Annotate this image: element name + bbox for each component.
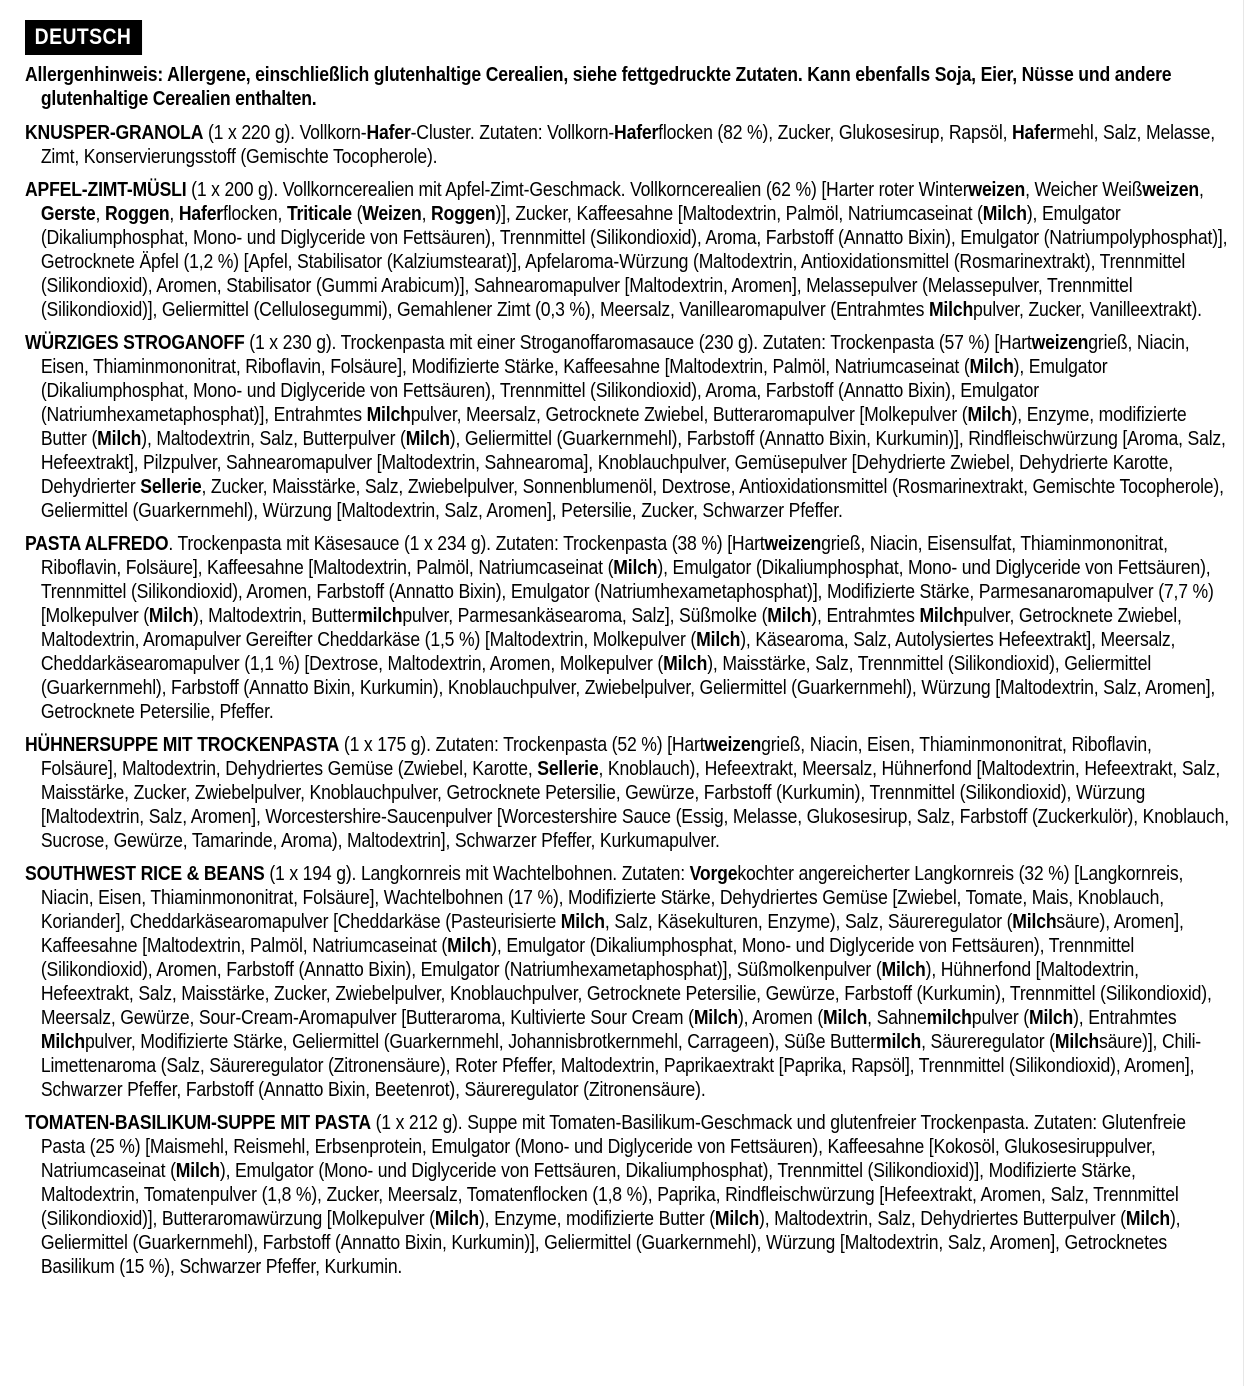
label-fold-line <box>1243 0 1244 1386</box>
product-ingredients: (1 x 230 g). Trockenpasta mit einer Stroganoffaromasauce (230 g). Zutaten: Trockenpasta (57 %) [Hartweizengrieß, Niacin, Eisen, Thiaminmononitrat, Riboflavin, Folsäure], Modifizierte Stärke, Kaffeesahne [Maltodextrin, Palmöl, Natriumcaseinat (Milch), Emulgator (Dikaliumphosphat, Mono- und Diglyceride von Fettsäuren), Trennmittel (Silikondioxid), Aroma, Farbstoff (Annatto Bixin), Emulgator (Natriumhexametaphosphat)], Entrahmtes Milchpulver, Meersalz, Getrocknete Zwiebel, Butteraromapulver [Molkepulver (Milch), Enzyme, modifizierte Butter (Milch), Maltodextrin, Salz, Butterpulver (Milch), Geliermittel (Guarkernmehl), Farbstoff (Annatto Bixin, Kurkumin)], Rindfleischwürzung [Aroma, Salz, Hefeextrakt], Pilzpulver, Sahnearomapulver [Maltodextrin, Sahnearoma], Knoblauchpulver, Gemüsepulver [Dehydrierte Zwiebel, Dehydrierte Karotte, Dehydrierter Sellerie, Zucker, Maisstärke, Salz, Zwiebelpulver, Sonnenblumenöl, Dextrose, Antioxidationsmittel (Rosmarinextrakt, Gemischte Tocopherole), Geliermittel (Guarkernmehl), Würzung [Maltodextrin, Salz, Aromen], Petersilie, Zucker, Schwarzer Pfeffer. <box>40 332 1226 522</box>
product-ingredients: (1 x 200 g). Vollkorncerealien mit Apfel-Zimt-Geschmack. Vollkorncerealien (62 %) [Harter roter Winterweizen, Weicher Weißweizen, Gerste, Roggen, Haferflocken, Triticale (Weizen, Roggen)], Zucker, Kaffeesahne [Maltodextrin, Palmöl, Natriumcaseinat (Milch), Emulgator (Dikaliumphosphat, Mono- und Diglyceride von Fettsäuren), Trennmittel (Silikondioxid), Aroma, Farbstoff (Annatto Bixin), Emulgator (Natriumpolyphosphat)], Getrocknete Äpfel (1,2 %) [Apfel, Stabilisator (Kalziumstearat)], Apfelaroma-Würzung (Maltodextrin, Antioxidationsmittel (Rosmarinextrakt), Trennmittel (Silikondioxid), Aromen, Stabilisator (Gummi Arabicum)], Sahnearomapulver [Maltodextrin, Aromen], Melassepulver (Melassepulver, Trennmittel (Silikondioxid)], Geliermittel (Cellulosegummi), Gemahlener Zimt (0,3 %), Meersalz, Vanillearomapulver (Entrahmtes Milchpulver, Zucker, Vanilleextrakt). <box>40 179 1228 321</box>
product-name: KNUSPER-GRANOLA <box>25 122 204 144</box>
product-name: WÜRZIGES STROGANOFF <box>25 332 245 354</box>
product-ingredients: . Trockenpasta mit Käsesauce (1 x 234 g). Zutaten: Trockenpasta (38 %) [Hartweizengrieß, Niacin, Eisensulfat, Thiaminmononitrat, Riboflavin, Folsäure], Kaffeesahne [Maltodextrin, Palmöl, Natriumcaseinat (Milch), Emulgator (Dikaliumphosphat, Mono- und Diglyceride von Fettsäuren), Trennmittel (Silikondioxid), Aromen, Farbstoff (Annatto Bixin), Emulgator (Natriumhexametaphosphat)], Modifizierte Stärke, Parmesanaromapulver (7,7 %) [Molkepulver (Milch), Maltodextrin, Buttermilchpulver, Parmesankäsearoma, Salz], Süßmolke (Milch), Entrahmtes Milchpulver, Getrocknete Zwiebel, Maltodextrin, Aromapulver Gereifter Cheddarkäse (1,5 %) [Maltodextrin, Molkepulver (Milch), Käsearoma, Salz, Autolysiertes Hefeextrakt], Meersalz, Cheddarkäsearomapulver (1,1 %) [Dextrose, Maltodextrin, Aromen, Molkepulver (Milch), Maisstärke, Salz, Trennmittel (Silikondioxid), Geliermittel (Guarkernmehl), Farbstoff (Annatto Bixin, Kurkumin), Knoblauchpulver, Zwiebelpulver, Geliermittel (Guarkernmehl), Würzung [Maltodextrin, Salz, Aromen], Getrocknete Petersilie, Pfeffer. <box>40 533 1216 723</box>
product-ingredients: (1 x 175 g). Zutaten: Trockenpasta (52 %) [Hartweizengrieß, Niacin, Eisen, Thiaminmononitrat, Riboflavin, Folsäure], Maltodextrin, Dehydriertes Gemüse (Zwiebel, Karotte, Sellerie, Knoblauch), Hefeextrakt, Meersalz, Hühnerfond [Maltodextrin, Hefeextrakt, Salz, Maisstärke, Zucker, Zwiebelpulver, Knoblauchpulver, Getrocknete Petersilie, Gewürze, Farbstoff (Kurkumin), Trennmittel (Silikondioxid), Würzung [Maltodextrin, Salz, Aromen], Worcestershire-Saucenpulver [Worcestershire Sauce (Essig, Melasse, Glukosesirup, Salz, Farbstoff (Zuckerkulör), Knoblauch, Sucrose, Gewürze, Tamarinde, Aroma), Maltodextrin], Schwarzer Pfeffer, Kurkumapulver. <box>40 734 1229 852</box>
product-paragraph-knusper-granola <box>25 121 1232 169</box>
product-name: HÜHNERSUPPE MIT TROCKENPASTA <box>25 734 340 756</box>
label-content <box>25 20 1232 1279</box>
product-ingredients: (1 x 212 g). Suppe mit Tomaten-Basilikum-Geschmack und glutenfreier Trockenpasta. Zutaten: Glutenfreie Pasta (25 %) [Maismehl, Reismehl, Erbsenprotein, Emulgator (Mono- und Diglyceride von Fettsäuren), Kaffeesahne [Kokosöl, Glukosesiruppulver, Natriumcaseinat (Milch), Emulgator (Mono- und Diglyceride von Fettsäuren, Dikaliumphosphat), Trennmittel (Silikondioxid)], Modifizierte Stärke, Maltodextrin, Tomatenpulver (1,8 %), Zucker, Meersalz, Tomatenflocken (1,8 %), Paprika, Rindfleischwürzung [Hefeextrakt, Aromen, Salz, Trennmittel (Silikondioxid)], Butteraromawürzung [Molkepulver (Milch), Enzyme, modifizierte Butter (Milch), Maltodextrin, Salz, Dehydriertes Butterpulver (Milch), Geliermittel (Guarkernmehl), Farbstoff (Annatto Bixin, Kurkumin)], Geliermittel (Guarkernmehl), Würzung [Maltodextrin, Salz, Aromen], Getrocknetes Basilikum (15 %), Schwarzer Pfeffer, Kurkumin. <box>40 1112 1186 1278</box>
product-paragraph-pasta-alfredo <box>25 532 1232 724</box>
product-name: SOUTHWEST RICE & BEANS <box>25 863 265 885</box>
language-tag: DEUTSCH <box>25 20 142 55</box>
product-name: TOMATEN-BASILIKUM-SUPPE MIT PASTA <box>25 1112 371 1134</box>
product-paragraph-wuerziges-stroganoff <box>25 331 1232 523</box>
product-name: PASTA ALFREDO <box>25 533 169 555</box>
product-paragraph-huehnersuppe <box>25 733 1232 853</box>
product-paragraph-southwest-rice-beans <box>25 862 1232 1102</box>
product-ingredients: (1 x 194 g). Langkornreis mit Wachtelbohnen. Zutaten: Vorgekochter angereicherter Langkornreis (32 %) [Langkornreis, Niacin, Eisen, Thiaminmononitrat, Folsäure], Wachtelbohnen (17 %), Modifizierte Stärke, Dehydriertes Gemüse [Zwiebel, Tomate, Mais, Knoblauch, Koriander], Cheddarkäsearomapulver [Cheddarkäse (Pasteurisierte Milch, Salz, Käsekulturen, Enzyme), Salz, Säureregulator (Milchsäure), Aromen], Kaffeesahne [Maltodextrin, Palmöl, Natriumcaseinat (Milch), Emulgator (Dikaliumphosphat, Mono- und Diglyceride von Fettsäuren), Trennmittel (Silikondioxid), Aromen, Farbstoff (Annatto Bixin), Emulgator (Natriumhexametaphosphat)], Süßmolkenpulver (Milch), Hühnerfond [Maltodextrin, Hefeextrakt, Salz, Maisstärke, Zucker, Zwiebelpulver, Knoblauchpulver, Getrocknete Petersilie, Gewürze, Farbstoff (Kurkumin), Trennmittel (Silikondioxid), Meersalz, Gewürze, Sour-Cream-Aromapulver [Butteraroma, Kultivierte Sour Cream (Milch), Aromen (Milch, Sahnemilchpulver (Milch), Entrahmtes Milchpulver, Modifizierte Stärke, Geliermittel (Guarkernmehl, Johannisbrotkernmehl, Carrageen), Süße Buttermilch, Säureregulator (Milchsäure)], Chili-Limettenaroma (Salz, Säureregulator (Zitronensäure), Roter Pfeffer, Maltodextrin, Paprikaextrakt [Paprika, Rapsöl], Trennmittel (Silikondioxid), Aromen], Schwarzer Pfeffer, Farbstoff (Annatto Bixin, Beetenrot), Säureregulator (Zitronensäure). <box>40 863 1212 1101</box>
product-paragraph-tomaten-basilikum-suppe <box>25 1111 1232 1279</box>
product-ingredients: (1 x 220 g). Vollkorn-Hafer-Cluster. Zutaten: Vollkorn-Haferflocken (82 %), Zucker, Glukosesirup, Rapsöl, Hafermehl, Salz, Melasse, Zimt, Konservierungsstoff (Gemischte Tocopherole). <box>40 122 1215 168</box>
allergen-notice: Allergenhinweis: Allergene, einschließlich glutenhaltige Cerealien, siehe fettgedruckte Zutaten. Kann ebenfalls Soja, Eier, Nüsse und andere glutenhaltige Cerealien enthalten. <box>25 64 1172 110</box>
product-name: APFEL-ZIMT-MÜSLI <box>25 179 187 201</box>
product-paragraph-apfel-zimt-muesli <box>25 178 1232 322</box>
